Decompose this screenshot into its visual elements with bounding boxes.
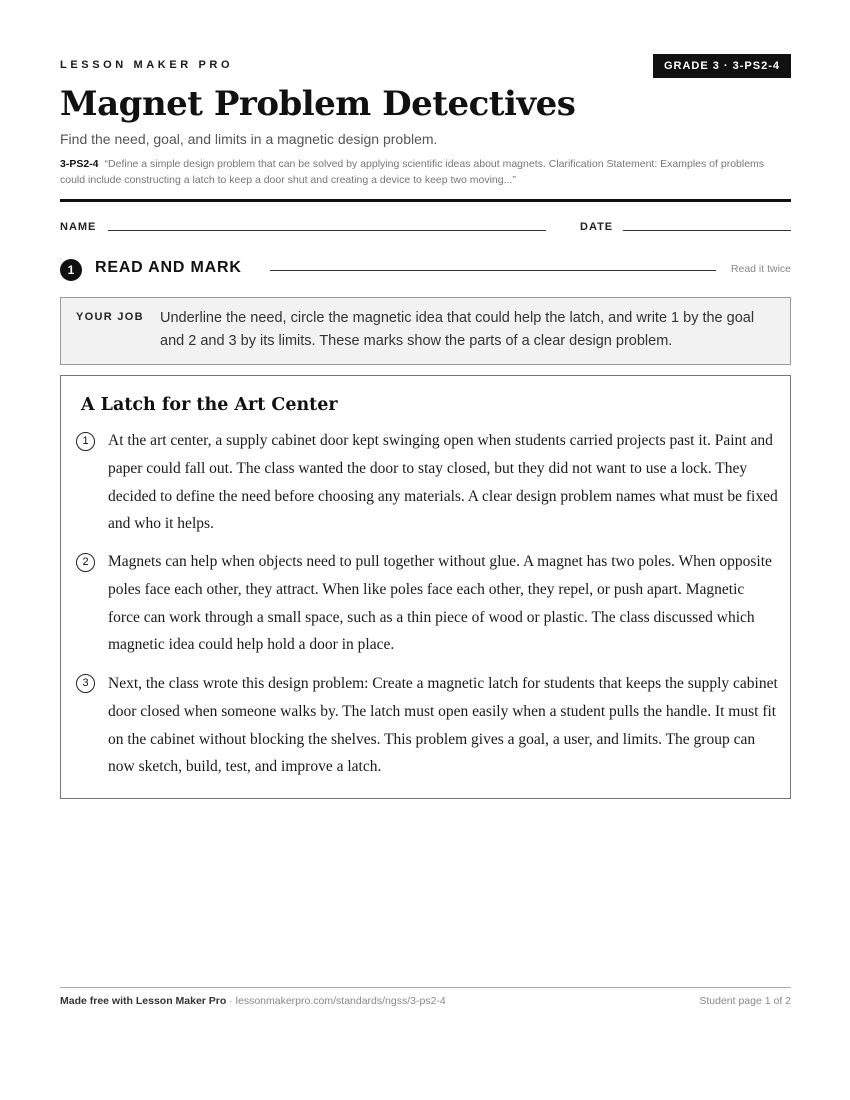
your-job-label: YOUR JOB [76,311,144,323]
your-job-text: Underline the need, circle the magnetic idea that could help the latch, and write 1 by the goal and 2 and 3 by its limits. These marks show the parts of a clear design problem. [160,310,755,349]
section-title: READ AND MARK [95,259,242,276]
footer-divider [60,987,791,988]
footer-separator: · [226,995,236,1007]
page-title: Magnet Problem Detectives [60,84,576,124]
passage-paragraph: Next, the class wrote this design problem: Create a magnetic latch for students that keeps the supply cabinet door closed when someone walks by. The latch must open easily when a student pulls the handle. It must fit on the cabinet without blocking the shelves. This problem gives a goal, a user, and limits. The group can now sketch, build, test, and improve a latch. [108,675,778,776]
standard-statement [60,156,791,188]
worksheet-page [60,0,791,1100]
grade-badge: GRADE 3 · 3-PS2-4 [653,54,791,78]
page-subtitle: Find the need, goal, and limits in a magnetic design problem. [60,131,438,147]
footer-url-link[interactable]: lessonmakerpro.com/standards/ngss/3-ps2-4 [235,995,446,1007]
section-number-badge: 1 [60,259,82,281]
footer-credit [60,995,446,1007]
standard-text: “Define a simple design problem that can be solved by applying scientific ideas about magnets. Clarification Statement: Examples of problems could include constructing a latch to keep a door shut and creating a device to keep two moving...” [60,158,765,186]
standard-code: 3-PS2-4 [60,158,99,170]
footer-page-number: Student page 1 of 2 [699,995,791,1007]
paragraph-number: 1 [76,432,95,451]
header-divider [60,199,791,202]
passage-paragraph: Magnets can help when objects need to pull together without glue. A magnet has two poles. When opposite poles face each other, they attract. When like poles face each other, they repel, or push apart. Magnetic force can work through a small space, such as a thin piece of wood or plastic. The class discussed which magnetic idea could help hold a door in place. [108,553,772,654]
footer-made-with: Made free with Lesson Maker Pro [60,995,227,1007]
reading-passage [60,375,791,799]
section-divider [270,270,716,271]
paragraph-number: 3 [76,674,95,693]
your-job-box [60,297,791,365]
date-label: DATE [580,221,614,233]
date-field[interactable] [623,230,791,231]
section-note: Read it twice [730,263,791,275]
paragraph-number: 2 [76,553,95,572]
name-label: NAME [60,221,97,233]
brand-name: LESSON MAKER PRO [60,59,234,71]
passage-paragraph: At the art center, a supply cabinet door kept swinging open when students carried projects past it. Paint and paper could fall out. The class wanted the door to stay closed, but they did not want to use a lock. They decided to define the need before choosing any materials. A clear design problem names what must be fixed and who it helps. [108,432,778,533]
passage-title: A Latch for the Art Center [81,395,338,415]
name-field[interactable] [108,230,546,231]
